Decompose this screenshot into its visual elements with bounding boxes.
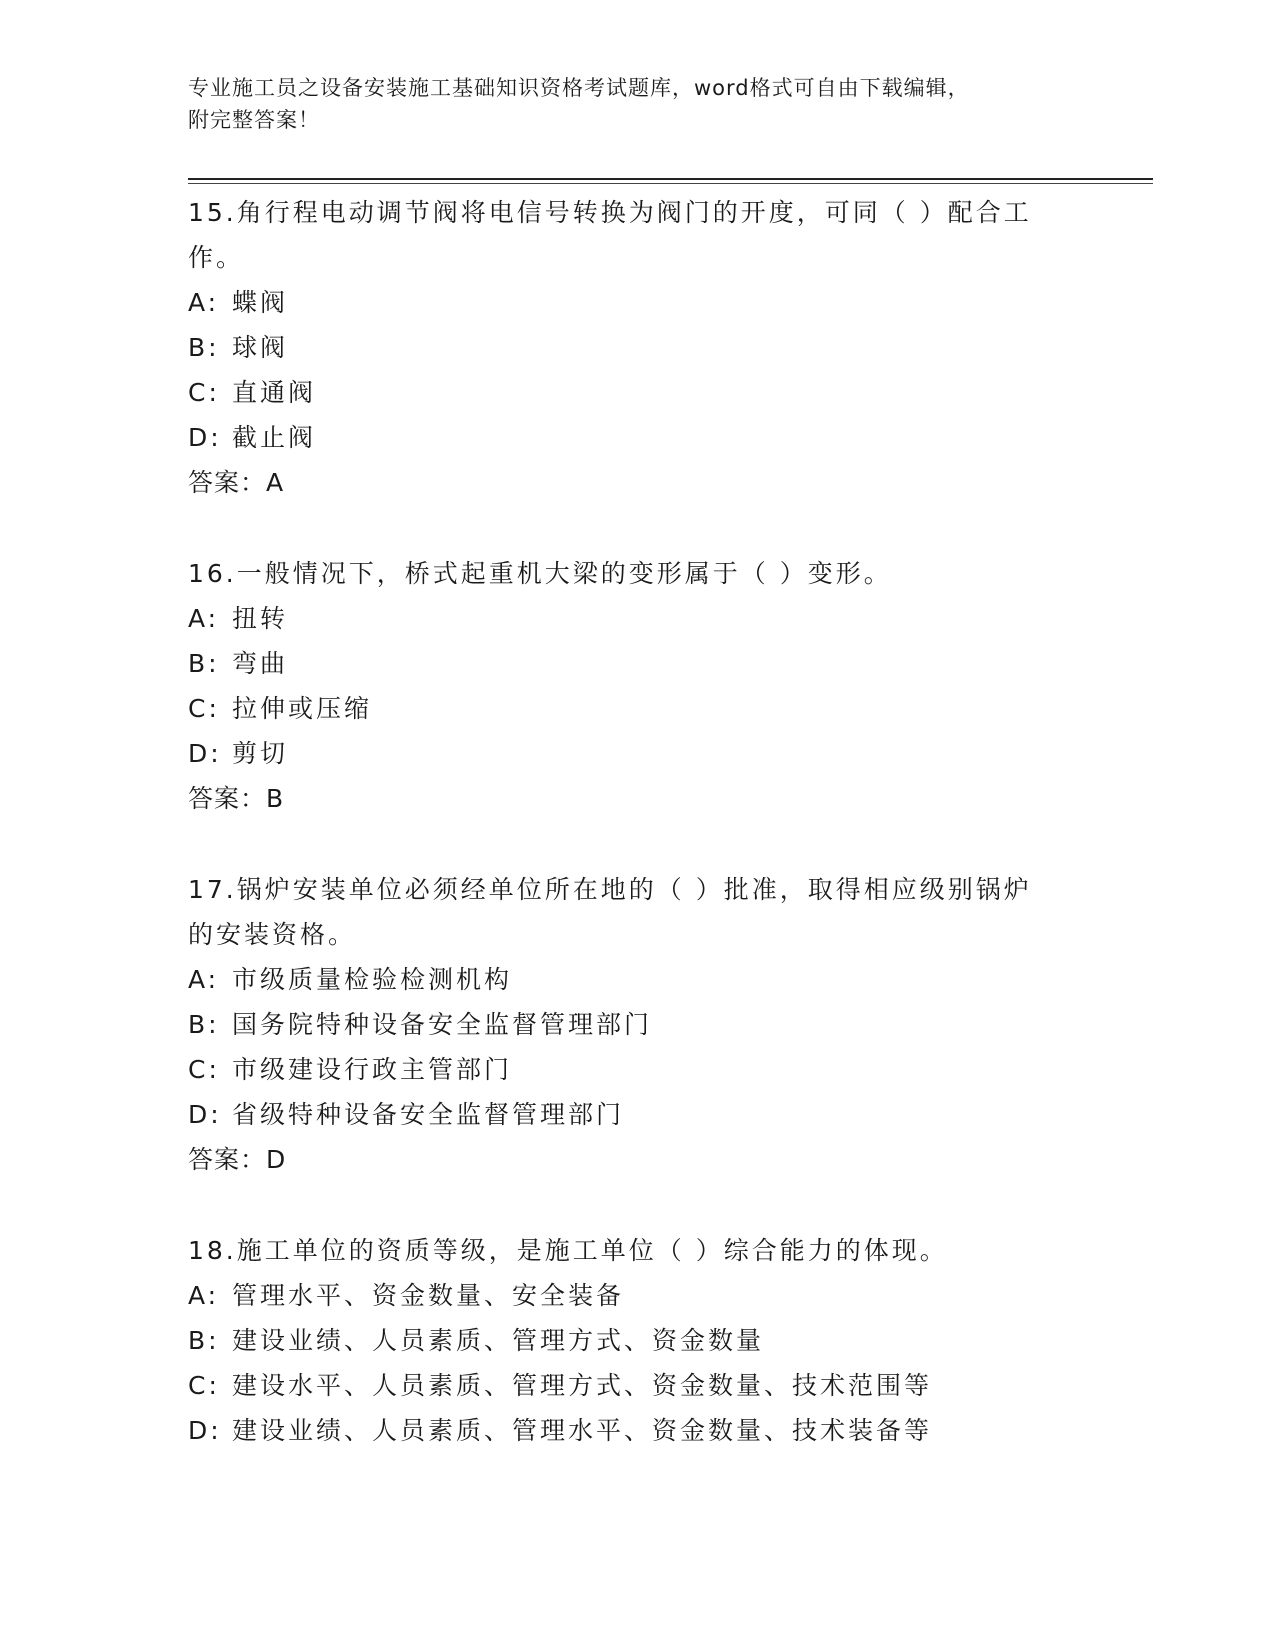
option-text: 国务院特种设备安全监督管理部门: [232, 1010, 653, 1039]
option-text: 弯曲: [232, 649, 289, 678]
question-stem-line: 15.角行程电动调节阀将电信号转换为阀门的开度，可同（ ）配合工: [188, 198, 1032, 227]
header-divider-thick: [188, 178, 1153, 180]
option-key: A:: [188, 604, 220, 633]
option-key: D:: [188, 1100, 222, 1129]
question-stem-line: 17.锅炉安装单位必须经单位所在地的（ ）批准，取得相应级别锅炉: [188, 875, 1032, 904]
question-stem-line: 作。: [188, 243, 245, 272]
option-text: 建设水平、人员素质、管理方式、资金数量、技术范围等: [232, 1371, 933, 1400]
option-d: [188, 1408, 1068, 1453]
option-text: 建设业绩、人员素质、管理水平、资金数量、技术装备等: [232, 1416, 933, 1445]
option-key: C:: [188, 1371, 220, 1400]
option-key: D:: [188, 739, 222, 768]
option-text: 市级建设行政主管部门: [232, 1055, 513, 1084]
header-divider-thin: [188, 183, 1153, 184]
option-key: B:: [188, 649, 220, 678]
option-text: 管理水平、资金数量、安全装备: [232, 1281, 625, 1310]
question-15: [188, 190, 1068, 505]
option-key: C:: [188, 1055, 220, 1084]
option-d: [188, 731, 1068, 776]
question-16: [188, 551, 1068, 821]
question-stem: [188, 551, 1068, 596]
option-key: B:: [188, 1010, 220, 1039]
option-c: [188, 686, 1068, 731]
option-text: 省级特种设备安全监督管理部门: [232, 1100, 625, 1129]
question-spacer: [188, 505, 1068, 551]
option-text: 截止阀: [232, 423, 317, 452]
option-a: [188, 280, 1068, 325]
option-key: B:: [188, 1326, 220, 1355]
answer-line: 答案：A: [188, 468, 285, 497]
option-b: [188, 325, 1068, 370]
question-stem: [188, 867, 1068, 957]
option-key: D:: [188, 1416, 222, 1445]
option-b: [188, 641, 1068, 686]
option-a: [188, 1273, 1068, 1318]
header-line-1: 专业施工员之设备安装施工基础知识资格考试题库，word格式可自由下载编辑，: [188, 76, 970, 100]
option-key: A:: [188, 1281, 220, 1310]
option-c: [188, 370, 1068, 415]
option-a: [188, 596, 1068, 641]
option-c: [188, 1363, 1068, 1408]
option-key: C:: [188, 694, 220, 723]
option-key: B:: [188, 333, 220, 362]
option-key: D:: [188, 423, 222, 452]
option-b: [188, 1002, 1068, 1047]
option-text: 建设业绩、人员素质、管理方式、资金数量: [232, 1326, 765, 1355]
option-c: [188, 1047, 1068, 1092]
question-stem: [188, 1228, 1068, 1273]
option-text: 市级质量检验检测机构: [232, 965, 513, 994]
question-list: [188, 190, 1068, 1453]
answer-line: 答案：B: [188, 784, 285, 813]
option-b: [188, 1318, 1068, 1363]
option-key: A:: [188, 965, 220, 994]
document-header: [188, 72, 1068, 136]
question-stem: [188, 190, 1068, 280]
option-text: 拉伸或压缩: [232, 694, 373, 723]
option-d: [188, 1092, 1068, 1137]
header-line-2: 附完整答案！: [188, 108, 320, 132]
option-key: A:: [188, 288, 220, 317]
question-stem-line: 18.施工单位的资质等级，是施工单位（ ）综合能力的体现。: [188, 1236, 948, 1265]
question-18: [188, 1228, 1068, 1453]
option-text: 直通阀: [232, 378, 317, 407]
answer-line: 答案：D: [188, 1145, 287, 1174]
question-17: [188, 867, 1068, 1182]
option-text: 球阀: [232, 333, 289, 362]
option-text: 扭转: [232, 604, 289, 633]
option-text: 剪切: [232, 739, 289, 768]
question-spacer: [188, 1182, 1068, 1228]
option-key: C:: [188, 378, 220, 407]
option-a: [188, 957, 1068, 1002]
question-spacer: [188, 821, 1068, 867]
question-stem-line: 的安装资格。: [188, 920, 357, 949]
option-d: [188, 415, 1068, 460]
question-stem-line: 16.一般情况下，桥式起重机大梁的变形属于（ ）变形。: [188, 559, 892, 588]
option-text: 蝶阀: [232, 288, 289, 317]
